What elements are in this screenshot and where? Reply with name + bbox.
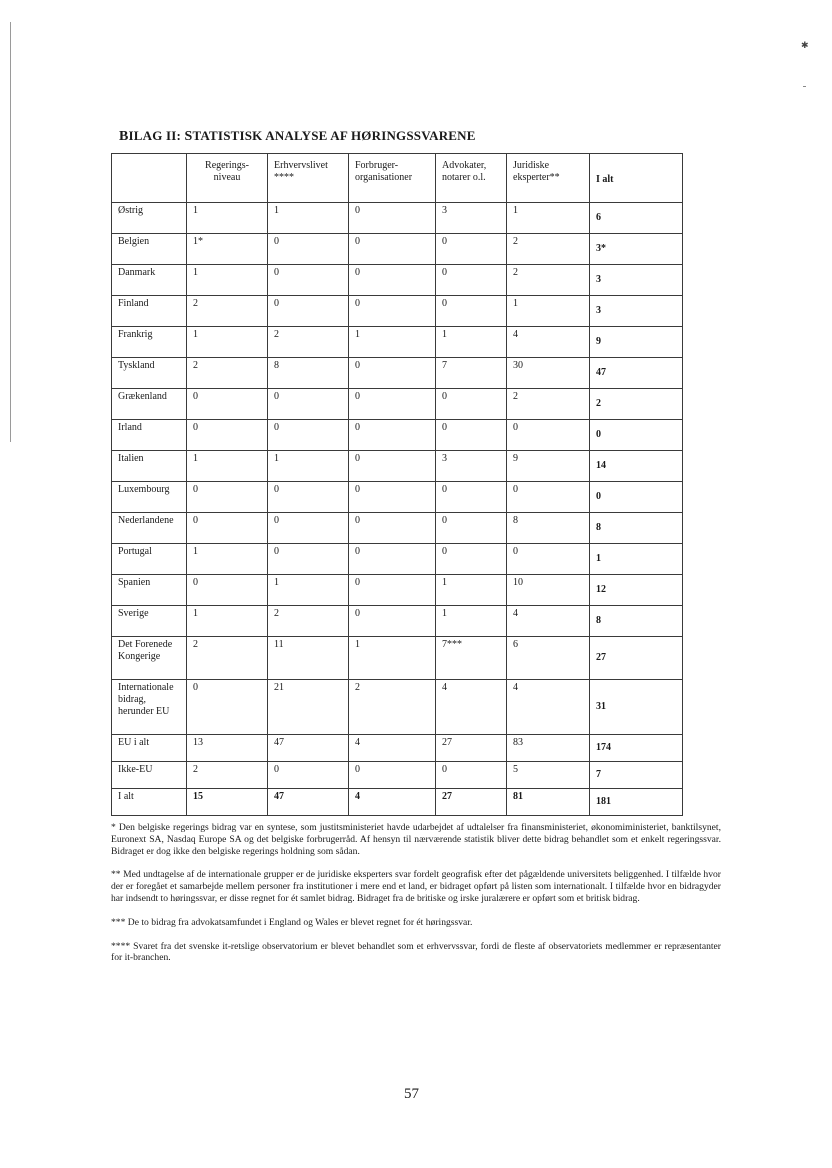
row-total: 8 — [590, 606, 683, 637]
table-cell: 2 — [507, 389, 590, 420]
table-cell: 1 — [187, 606, 268, 637]
row-total: 47 — [590, 358, 683, 389]
row-total: 3* — [590, 234, 683, 265]
table-cell: 0 — [187, 389, 268, 420]
table-cell: 0 — [268, 544, 349, 575]
table-header-cell: Advokater, notarer o.l. — [436, 154, 507, 203]
table-row — [112, 680, 683, 735]
table-cell: 0 — [507, 420, 590, 451]
table-cell: 0 — [268, 296, 349, 327]
table-cell: 0 — [187, 482, 268, 513]
footnote-4: **** Svaret fra det svenske it-retslige observatorium er blevet behandlet som et erhvervssvar, fordi de fleste af observatoriets medlemmer er repræsentanter for it-branchen. — [111, 940, 721, 964]
table-cell: 0 — [507, 544, 590, 575]
table-cell: 0 — [436, 762, 507, 789]
row-label: Østrig — [112, 203, 187, 234]
table-cell: 0 — [349, 420, 436, 451]
table-cell: 0 — [436, 513, 507, 544]
table-row — [112, 544, 683, 575]
table-cell: 2 — [187, 358, 268, 389]
table-row — [112, 389, 683, 420]
table-cell: 6 — [507, 637, 590, 680]
table-cell: 1 — [187, 203, 268, 234]
scan-margin-line — [10, 22, 11, 442]
row-label: Sverige — [112, 606, 187, 637]
table-cell: 0 — [268, 234, 349, 265]
table-header-cell: Regerings- niveau — [187, 154, 268, 203]
table-cell: 2 — [507, 234, 590, 265]
table-cell: 1 — [187, 451, 268, 482]
table-cell: 0 — [436, 482, 507, 513]
row-label: Ikke-EU — [112, 762, 187, 789]
table-cell: 1 — [436, 327, 507, 358]
title-part1: ILAG II: — [128, 128, 185, 143]
table-cell: 11 — [268, 637, 349, 680]
row-label: Italien — [112, 451, 187, 482]
table-cell: 4 — [349, 789, 436, 816]
table-row — [112, 735, 683, 762]
table-cell: 1 — [268, 451, 349, 482]
footnote-1: * Den belgiske regerings bidrag var en syntese, som justitsministeriet havde udarbejdet af udtalelser fra finansministeriet, økonomiministeriet, banktilsynet, Euronext SA, Nasdaq Europe SA og det belgiske forbrugerråd. Af hensyn til nærværende statistik bliver dette bidrag behandlet som et enkelt regeringssvar. Bidraget er dog ikke den belgiske regerings holdning som sådan. — [111, 822, 721, 857]
row-label: Frankrig — [112, 327, 187, 358]
table-cell: 0 — [507, 482, 590, 513]
table-cell: 4 — [507, 327, 590, 358]
table-cell: 0 — [349, 544, 436, 575]
table-cell: 0 — [268, 265, 349, 296]
table-cell: 7 — [436, 358, 507, 389]
table-cell: 47 — [268, 789, 349, 816]
table-cell: 0 — [349, 296, 436, 327]
table-row — [112, 637, 683, 680]
row-label: Portugal — [112, 544, 187, 575]
title-part2: TATISTISK ANALYSE AF HØRINGSSVARENE — [192, 128, 476, 143]
table-cell: 0 — [349, 482, 436, 513]
table-cell: 1* — [187, 234, 268, 265]
row-label: Finland — [112, 296, 187, 327]
table-cell: 2 — [507, 265, 590, 296]
statistics-table-body — [112, 154, 683, 816]
table-row — [112, 203, 683, 234]
table-cell: 81 — [507, 789, 590, 816]
row-total: 8 — [590, 513, 683, 544]
table-cell: 0 — [268, 482, 349, 513]
table-cell: 4 — [507, 606, 590, 637]
row-total: 6 — [590, 203, 683, 234]
table-row — [112, 296, 683, 327]
row-label: Tyskland — [112, 358, 187, 389]
table-cell: 0 — [268, 420, 349, 451]
table-cell: 0 — [436, 420, 507, 451]
table-cell: 0 — [436, 544, 507, 575]
row-total: 1 — [590, 544, 683, 575]
row-total: 9 — [590, 327, 683, 358]
table-cell: 27 — [436, 735, 507, 762]
table-header-cell: Erhvervslivet **** — [268, 154, 349, 203]
table-cell: 5 — [507, 762, 590, 789]
table-cell: 15 — [187, 789, 268, 816]
table-cell: 0 — [349, 451, 436, 482]
table-row — [112, 420, 683, 451]
table-cell: 2 — [349, 680, 436, 735]
footnote-3: *** De to bidrag fra advokatsamfundet i England og Wales er blevet regnet for ét høringssvar. — [111, 916, 473, 928]
row-total: 27 — [590, 637, 683, 680]
table-cell: 1 — [187, 544, 268, 575]
table-header-cell: I alt — [590, 154, 683, 203]
table-cell: 13 — [187, 735, 268, 762]
row-label: Irland — [112, 420, 187, 451]
table-row — [112, 265, 683, 296]
row-total: 12 — [590, 575, 683, 606]
row-total: 7 — [590, 762, 683, 789]
footnote-2: ** Med undtagelse af de internationale grupper er de juridiske eksperters svar fordelt geografisk efter det pågældende universitets beliggenhed. I tilfælde hvor der er foregået et samarbejde mellem personer fra institutioner i mere end et land, er bidraget opført på listen som internationalt. I tilfælde hvor en bidragyder har indsendt to høringssvar, er disse regnet for ét samlet bidrag. Bidraget fra de britiske og irske juralærere er opført som et britisk bidrag. — [111, 869, 721, 904]
table-cell: 83 — [507, 735, 590, 762]
table-cell: 21 — [268, 680, 349, 735]
row-label: Internationale bidrag, herunder EU — [112, 680, 187, 735]
scan-corner-mark: ✱ — [801, 40, 809, 50]
table-row — [112, 482, 683, 513]
table-cell: 2 — [187, 762, 268, 789]
table-cell: 4 — [349, 735, 436, 762]
row-label: EU i alt — [112, 735, 187, 762]
table-cell: 1 — [268, 203, 349, 234]
table-cell: 0 — [349, 513, 436, 544]
table-cell: 47 — [268, 735, 349, 762]
table-row — [112, 575, 683, 606]
table-cell: 0 — [349, 762, 436, 789]
row-label: Belgien — [112, 234, 187, 265]
page-number: 57 — [404, 1086, 419, 1102]
table-row — [112, 762, 683, 789]
row-label: Nederlandene — [112, 513, 187, 544]
table-row — [112, 513, 683, 544]
table-cell: 1 — [187, 327, 268, 358]
table-cell: 4 — [507, 680, 590, 735]
table-cell: 0 — [187, 575, 268, 606]
table-cell: 2 — [268, 327, 349, 358]
table-cell: 0 — [187, 680, 268, 735]
table-cell: 1 — [268, 575, 349, 606]
table-header-cell — [112, 154, 187, 203]
table-cell: 0 — [268, 513, 349, 544]
table-cell: 0 — [436, 265, 507, 296]
table-cell: 0 — [436, 296, 507, 327]
table-cell: 0 — [268, 389, 349, 420]
table-cell: 1 — [436, 575, 507, 606]
table-cell: 30 — [507, 358, 590, 389]
table-cell: 0 — [436, 389, 507, 420]
table-cell: 2 — [268, 606, 349, 637]
table-row — [112, 451, 683, 482]
table-cell: 0 — [268, 762, 349, 789]
table-header-cell: Forbruger- organisationer — [349, 154, 436, 203]
row-total: 14 — [590, 451, 683, 482]
row-label: I alt — [112, 789, 187, 816]
row-label: Danmark — [112, 265, 187, 296]
table-cell: 1 — [349, 637, 436, 680]
table-cell: 2 — [187, 296, 268, 327]
table-cell: 0 — [349, 203, 436, 234]
row-label: Spanien — [112, 575, 187, 606]
table-row — [112, 789, 683, 816]
table-cell: 9 — [507, 451, 590, 482]
table-cell: 0 — [349, 575, 436, 606]
row-label: Grækenland — [112, 389, 187, 420]
row-total: 0 — [590, 420, 683, 451]
row-total: 3 — [590, 296, 683, 327]
table-cell: 0 — [349, 389, 436, 420]
table-cell: 8 — [507, 513, 590, 544]
row-label: Det Forenede Kongerige — [112, 637, 187, 680]
row-label: Luxembourg — [112, 482, 187, 513]
scan-corner-dash — [803, 86, 806, 87]
row-total: 31 — [590, 680, 683, 735]
table-cell: 0 — [349, 358, 436, 389]
table-cell: 7*** — [436, 637, 507, 680]
table-cell: 1 — [436, 606, 507, 637]
title-initial2: S — [184, 129, 193, 144]
row-total: 2 — [590, 389, 683, 420]
table-cell: 0 — [349, 606, 436, 637]
page-title — [119, 128, 476, 145]
table-cell: 0 — [436, 234, 507, 265]
table-cell: 8 — [268, 358, 349, 389]
table-row — [112, 606, 683, 637]
table-cell: 4 — [436, 680, 507, 735]
table-cell: 0 — [187, 513, 268, 544]
row-total: 181 — [590, 789, 683, 816]
table-cell: 3 — [436, 203, 507, 234]
table-row — [112, 358, 683, 389]
table-cell: 3 — [436, 451, 507, 482]
footnotes — [111, 822, 721, 976]
table-cell: 10 — [507, 575, 590, 606]
row-total: 0 — [590, 482, 683, 513]
table-cell: 0 — [187, 420, 268, 451]
table-row — [112, 327, 683, 358]
table-header-row — [112, 154, 683, 203]
row-total: 3 — [590, 265, 683, 296]
table-header-cell: Juridiske eksperter** — [507, 154, 590, 203]
title-initial: B — [119, 129, 129, 144]
table-cell: 1 — [507, 296, 590, 327]
row-total: 174 — [590, 735, 683, 762]
table-cell: 1 — [187, 265, 268, 296]
table-cell: 1 — [507, 203, 590, 234]
table-cell: 0 — [349, 234, 436, 265]
table-cell: 1 — [349, 327, 436, 358]
table-cell: 27 — [436, 789, 507, 816]
table-cell: 0 — [349, 265, 436, 296]
table-cell: 2 — [187, 637, 268, 680]
table-row — [112, 234, 683, 265]
statistics-table — [111, 153, 683, 816]
